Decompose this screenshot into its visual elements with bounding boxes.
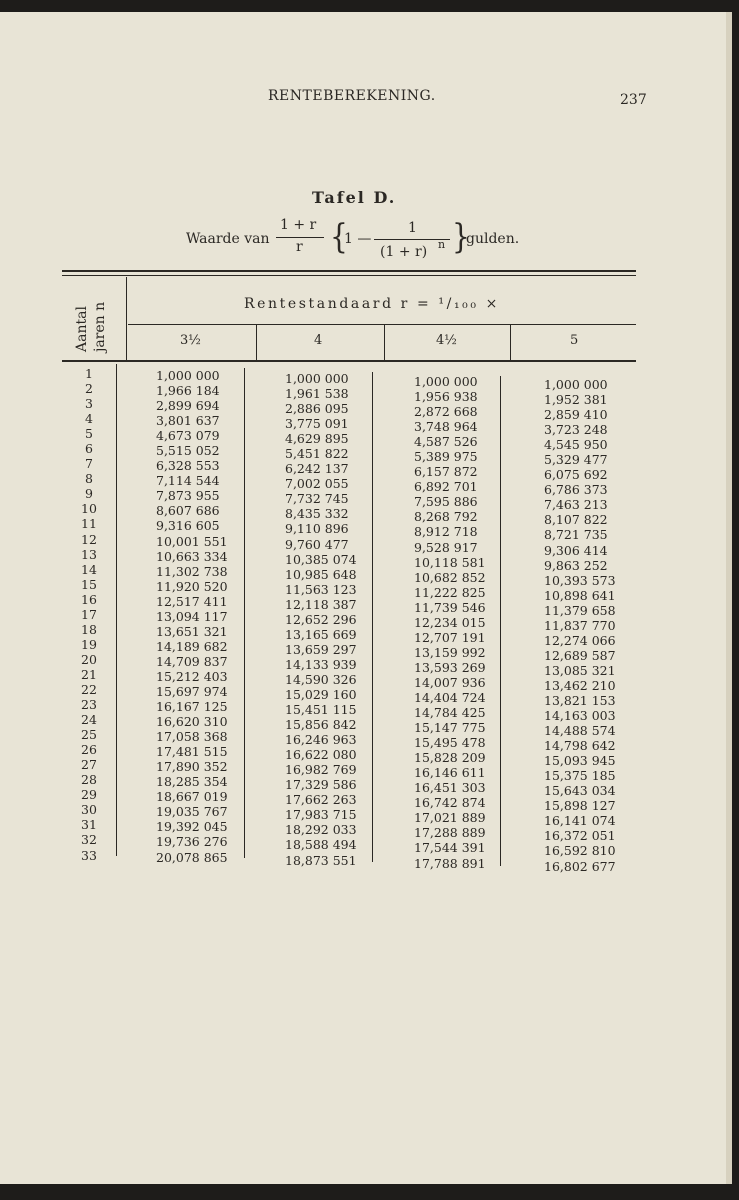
value-cell: 19,736 276 [156,834,228,850]
value-cell: 13,462 210 [544,677,616,693]
year-cell: 7 [85,456,93,472]
value-cell: 12,274 066 [544,632,616,648]
year-cell: 10 [81,501,97,517]
year-cell: 29 [81,787,97,803]
column-header-5: 5 [570,333,579,348]
value-cell: 4,587 526 [414,434,478,450]
value-column-5 [544,377,636,874]
year-cell: 9 [85,486,93,502]
years-column [70,366,108,863]
page-number: 237 [620,92,647,108]
value-cell: 13,593 269 [414,659,486,675]
formula-frac1-bar [276,237,324,238]
value-cell: 6,075 692 [544,467,608,483]
years-column-header [68,290,120,354]
value-cell: 15,029 160 [285,686,357,702]
value-cell: 12,517 411 [156,593,228,609]
table-top-rule-thin [62,275,636,276]
value-cell: 16,802 677 [544,858,616,874]
value-cell: 1,000 000 [544,377,608,392]
value-cell: 18,292 033 [285,822,357,838]
value-cell: 15,375 185 [544,768,616,784]
value-cell: 13,085 321 [544,662,616,678]
value-cell: 9,306 414 [544,542,608,558]
value-cell: 15,147 775 [414,720,486,736]
column-header-4: 4 [314,333,323,348]
value-cell: 4,545 950 [544,437,608,453]
value-cell: 19,035 767 [156,804,228,820]
value-cell: 14,163 003 [544,708,616,724]
value-cell: 1,956 938 [414,389,478,405]
value-cell: 8,721 735 [544,527,608,543]
value-cell: 17,058 368 [156,729,228,745]
value-cell: 3,775 091 [285,416,349,432]
years-header-line-1: Aantal [74,306,90,352]
value-cell: 17,983 715 [285,807,357,823]
value-cell: 13,159 992 [414,644,486,660]
value-cell: 1,000 000 [414,374,478,389]
year-cell: 17 [81,606,97,622]
year-cell: 16 [81,591,97,607]
value-cell: 16,372 051 [544,828,616,844]
value-cell: 10,898 641 [544,587,616,603]
running-head: RENTEBEREKENING. [268,88,436,104]
value-cell: 14,189 682 [156,638,228,654]
value-cell: 11,837 770 [544,617,616,633]
value-cell: 2,872 668 [414,404,478,420]
value-cell: 16,167 125 [156,699,228,715]
formula-right-brace: } [452,216,470,257]
value-cell: 12,234 015 [414,614,486,630]
value-cell: 5,329 477 [544,452,608,468]
value-cell: 12,707 191 [414,629,486,645]
year-cell: 13 [81,546,97,562]
value-cell: 18,285 354 [156,774,228,790]
value-cell: 16,620 310 [156,714,228,730]
col-divider-3 [510,325,511,361]
year-cell: 26 [81,742,97,758]
header-bottom-rule [62,360,636,362]
value-cell: 10,001 551 [156,533,228,549]
value-cell: 14,404 724 [414,689,486,705]
year-cell: 28 [81,772,97,788]
value-cell: 17,021 889 [414,810,486,826]
value-cell: 17,288 889 [414,825,486,841]
value-cell: 6,328 553 [156,458,220,474]
value-cell: 16,146 611 [414,765,486,781]
year-cell: 1 [85,366,93,381]
value-cell: 14,709 837 [156,653,228,669]
value-cell: 5,451 822 [285,446,349,462]
value-cell: 6,157 872 [414,464,478,480]
formula-one: 1 — [344,231,372,247]
value-cell: 7,873 955 [156,488,220,504]
value-cell: 10,385 074 [285,551,357,567]
value-cell: 14,784 425 [414,705,486,721]
value-cell: 11,302 738 [156,563,228,579]
value-cell: 8,607 686 [156,503,220,519]
formula-frac1-denominator: r [296,239,303,255]
value-cell: 15,828 209 [414,750,486,766]
year-cell: 27 [81,757,97,773]
year-cell: 8 [85,471,93,487]
value-cell: 18,873 551 [285,852,357,868]
value-cell: 8,107 822 [544,512,608,528]
value-cell: 11,920 520 [156,578,228,594]
formula-frac2-denominator: (1 + r) [380,244,428,260]
year-cell: 3 [85,396,93,412]
value-cell: 2,899 694 [156,398,220,414]
formula-prefix: Waarde van [186,231,270,247]
value-cell: 12,118 387 [285,596,357,612]
value-cell: 15,643 034 [544,783,616,799]
year-cell: 15 [81,576,97,592]
value-cell: 5,389 975 [414,449,478,465]
value-cell: 6,892 701 [414,479,478,495]
value-cell: 12,689 587 [544,647,616,663]
year-cell: 31 [81,817,97,833]
value-column-3-5 [156,368,248,865]
rate-header-rule [128,324,636,325]
column-header-3-5: 3½ [180,333,201,348]
value-cell: 17,329 586 [285,777,357,793]
body-divider-1 [116,364,117,856]
value-cell: 15,697 974 [156,683,228,699]
value-cell: 14,590 326 [285,671,357,687]
value-column-4 [285,371,377,868]
value-cell: 14,488 574 [544,723,616,739]
year-cell: 22 [81,681,97,697]
value-cell: 13,165 669 [285,626,357,642]
value-cell: 11,563 123 [285,581,357,597]
value-cell: 16,451 303 [414,780,486,796]
value-cell: 16,592 810 [544,843,616,859]
formula-frac1-numerator: 1 + r [280,217,317,233]
year-cell: 4 [85,411,93,427]
value-cell: 10,118 581 [414,554,486,570]
value-cell: 9,316 605 [156,518,220,534]
page-edge [726,12,732,1184]
value-cell: 3,748 964 [414,419,478,435]
value-cell: 15,898 127 [544,798,616,814]
value-cell: 17,544 391 [414,840,486,856]
value-cell: 9,863 252 [544,557,608,573]
value-cell: 8,268 792 [414,509,478,525]
value-cell: 18,667 019 [156,789,228,805]
value-cell: 9,110 896 [285,521,349,537]
value-cell: 3,801 637 [156,413,220,429]
year-cell: 23 [81,697,97,713]
value-cell: 13,821 153 [544,692,616,708]
value-cell: 6,786 373 [544,482,608,498]
value-cell: 7,002 055 [285,476,349,492]
value-cell: 12,652 296 [285,611,357,627]
value-cell: 11,222 825 [414,584,486,600]
value-cell: 9,528 917 [414,539,478,555]
year-cell: 33 [81,847,97,863]
year-cell: 30 [81,802,97,818]
formula-left-brace: { [330,216,348,257]
value-cell: 1,000 000 [156,368,220,383]
year-cell: 32 [81,832,97,848]
value-cell: 2,886 095 [285,401,349,417]
value-cell: 7,595 886 [414,494,478,510]
value-cell: 1,000 000 [285,371,349,386]
value-cell: 15,451 115 [285,702,357,718]
value-cell: 2,859 410 [544,407,608,423]
value-cell: 1,961 538 [285,386,349,402]
table-title: Tafel D. [312,188,397,207]
value-cell: 10,663 334 [156,548,228,564]
year-cell: 21 [81,666,97,682]
value-cell: 7,463 213 [544,497,608,513]
value-cell: 9,760 477 [285,536,349,552]
value-cell: 8,435 332 [285,506,349,522]
value-cell: 18,588 494 [285,837,357,853]
value-cell: 7,114 544 [156,473,220,489]
col-divider-1 [256,325,257,361]
year-cell: 25 [81,727,97,743]
value-column-4-5 [414,374,506,871]
value-cell: 16,141 074 [544,813,616,829]
value-cell: 6,242 137 [285,461,349,477]
value-cell: 13,651 321 [156,623,228,639]
value-cell: 4,673 079 [156,428,220,444]
rate-header: Rentestandaard r = ¹/₁₀₀ × [244,296,500,312]
value-cell: 3,723 248 [544,422,608,438]
value-cell: 17,890 352 [156,759,228,775]
formula-frac2-numerator: 1 [408,220,417,236]
value-cell: 11,379 658 [544,602,616,618]
value-cell: 14,798 642 [544,738,616,754]
value-cell: 20,078 865 [156,849,228,865]
value-cell: 16,742 874 [414,795,486,811]
col-divider-2 [384,325,385,361]
value-cell: 17,481 515 [156,744,228,760]
year-cell: 5 [85,426,93,442]
years-header-divider [126,277,127,361]
value-cell: 15,212 403 [156,668,228,684]
value-cell: 10,985 648 [285,566,357,582]
table-top-rule [62,270,636,272]
value-cell: 1,952 381 [544,392,608,408]
value-cell: 15,093 945 [544,753,616,769]
years-header-line-2: jaren n [92,301,108,352]
formula-suffix: gulden. [466,231,520,247]
year-cell: 24 [81,712,97,728]
year-cell: 18 [81,621,97,637]
value-cell: 4,629 895 [285,431,349,447]
year-cell: 12 [81,531,97,547]
value-cell: 16,622 080 [285,747,357,763]
year-cell: 14 [81,561,97,577]
value-cell: 1,966 184 [156,383,220,399]
value-cell: 10,682 852 [414,569,486,585]
year-cell: 6 [85,441,93,457]
year-cell: 20 [81,651,97,667]
value-cell: 7,732 745 [285,491,349,507]
value-cell: 11,739 546 [414,599,486,615]
value-cell: 13,659 297 [285,641,357,657]
formula-exponent: n [438,238,446,251]
year-cell: 11 [81,516,97,532]
value-cell: 14,133 939 [285,656,357,672]
year-cell: 19 [81,636,97,652]
value-cell: 8,912 718 [414,524,478,540]
value-cell: 13,094 117 [156,608,228,624]
value-cell: 5,515 052 [156,443,220,459]
value-cell: 15,495 478 [414,735,486,751]
value-cell: 14,007 936 [414,674,486,690]
value-cell: 16,246 963 [285,732,357,748]
value-cell: 15,856 842 [285,717,357,733]
value-cell: 10,393 573 [544,572,616,588]
value-cell: 17,788 891 [414,855,486,871]
column-header-4-5: 4½ [436,333,457,348]
year-cell: 2 [85,381,93,397]
value-cell: 17,662 263 [285,792,357,808]
value-cell: 16,982 769 [285,762,357,778]
value-cell: 19,392 045 [156,819,228,835]
